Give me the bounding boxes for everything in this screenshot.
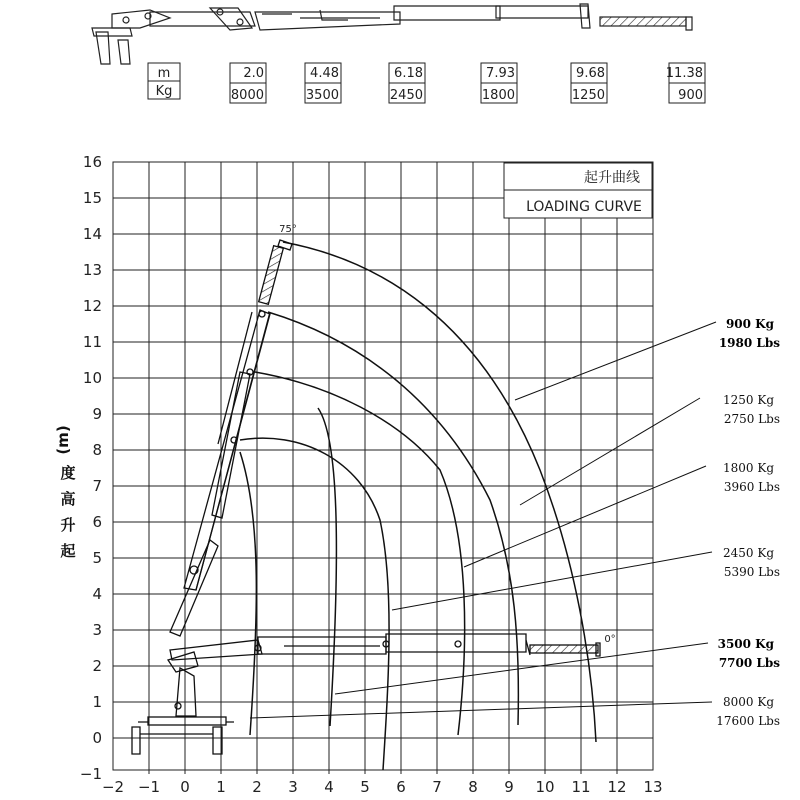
x-tick-label: 7 xyxy=(432,778,442,796)
y-tick-label: 16 xyxy=(82,153,102,171)
angle-max-label: 75° xyxy=(279,224,297,235)
load-label-kg: 2450 Kg xyxy=(723,546,774,560)
title-en: LOADING CURVE xyxy=(526,199,642,215)
y-tick-label: 4 xyxy=(92,585,102,603)
table-m-value: 6.18 xyxy=(394,66,423,81)
load-label-lbs: 3960 Lbs xyxy=(723,480,780,494)
load-label-kg: 1250 Kg xyxy=(723,393,774,407)
x-tick-label: 5 xyxy=(360,778,370,796)
x-tick-label: 12 xyxy=(607,778,627,796)
y-tick-label: 3 xyxy=(92,621,102,639)
x-tick-label: 0 xyxy=(180,778,190,796)
y-tick-label: 5 xyxy=(92,549,102,567)
x-tick-label: −1 xyxy=(137,778,161,796)
y-axis-ticks xyxy=(80,153,102,783)
load-label-kg: 8000 Kg xyxy=(723,695,774,709)
y-tick-label: 11 xyxy=(82,333,102,351)
ylabel-char-4: (m) xyxy=(54,425,72,455)
load-label-lbs: 1980 Lbs xyxy=(718,336,780,350)
y-tick-label: 12 xyxy=(82,297,102,315)
load-label-lbs: 17600 Lbs xyxy=(716,714,780,728)
y-tick-label: 8 xyxy=(92,441,102,459)
y-axis-label xyxy=(54,425,76,560)
curve-900 xyxy=(283,242,596,742)
title-cn: 起升曲线 xyxy=(584,170,640,186)
angle-min-label: 0° xyxy=(604,634,616,645)
y-tick-label: 15 xyxy=(82,189,102,207)
crane-diagram xyxy=(132,240,600,754)
load-label-lbs: 2750 Lbs xyxy=(723,412,780,426)
x-tick-label: 1 xyxy=(216,778,226,796)
table-header-kg: Kg xyxy=(155,84,173,99)
x-tick-label: 4 xyxy=(324,778,334,796)
y-tick-label: 10 xyxy=(82,369,102,387)
y-tick-label: 1 xyxy=(92,693,102,711)
x-tick-label: 3 xyxy=(288,778,298,796)
x-tick-label: 2 xyxy=(252,778,262,796)
leader-lines xyxy=(250,322,716,718)
x-tick-label: 8 xyxy=(468,778,478,796)
y-tick-label: 9 xyxy=(92,405,102,423)
y-tick-label: 14 xyxy=(82,225,102,243)
x-tick-label: 13 xyxy=(643,778,663,796)
table-m-value: 7.93 xyxy=(486,66,515,81)
table-kg-value: 1800 xyxy=(481,88,515,103)
ylabel-char-0: 起 xyxy=(60,542,76,560)
table-kg-value: 3500 xyxy=(305,88,339,103)
y-tick-label: 2 xyxy=(92,657,102,675)
y-tick-label: 6 xyxy=(92,513,102,531)
load-label-kg: 900 Kg xyxy=(725,317,774,331)
x-tick-label: 6 xyxy=(396,778,406,796)
y-tick-label: 0 xyxy=(92,729,102,747)
x-tick-label: 10 xyxy=(535,778,555,796)
load-label-kg: 1800 Kg xyxy=(723,461,774,475)
x-tick-label: −2 xyxy=(101,778,125,796)
table-m-value: 11.38 xyxy=(665,66,703,81)
load-label-lbs: 7700 Lbs xyxy=(718,656,780,670)
x-tick-label: 9 xyxy=(504,778,514,796)
load-labels xyxy=(716,317,780,728)
load-label-lbs: 5390 Lbs xyxy=(723,565,780,579)
x-axis-ticks xyxy=(102,778,663,796)
y-tick-label: −1 xyxy=(79,765,102,783)
y-tick-label: 13 xyxy=(82,261,102,279)
load-label-kg: 3500 Kg xyxy=(717,637,774,651)
table-m-value: 2.0 xyxy=(243,66,264,81)
table-kg-value: 2450 xyxy=(389,88,423,103)
ylabel-char-2: 高 xyxy=(60,490,76,508)
table-header-m: m xyxy=(157,66,171,81)
crane-top-view xyxy=(92,4,692,64)
curve-2450 xyxy=(240,438,389,770)
table-kg-value: 8000 xyxy=(230,88,264,103)
table-m-value: 9.68 xyxy=(576,66,605,81)
curve-1250 xyxy=(268,312,518,725)
x-tick-label: 11 xyxy=(571,778,591,796)
table-kg-value: 1250 xyxy=(571,88,605,103)
ylabel-char-1: 升 xyxy=(60,516,76,534)
table-kg-value: 900 xyxy=(678,88,703,103)
ylabel-char-3: 度 xyxy=(60,464,76,482)
y-tick-label: 7 xyxy=(92,477,102,495)
table-m-value: 4.48 xyxy=(310,66,339,81)
